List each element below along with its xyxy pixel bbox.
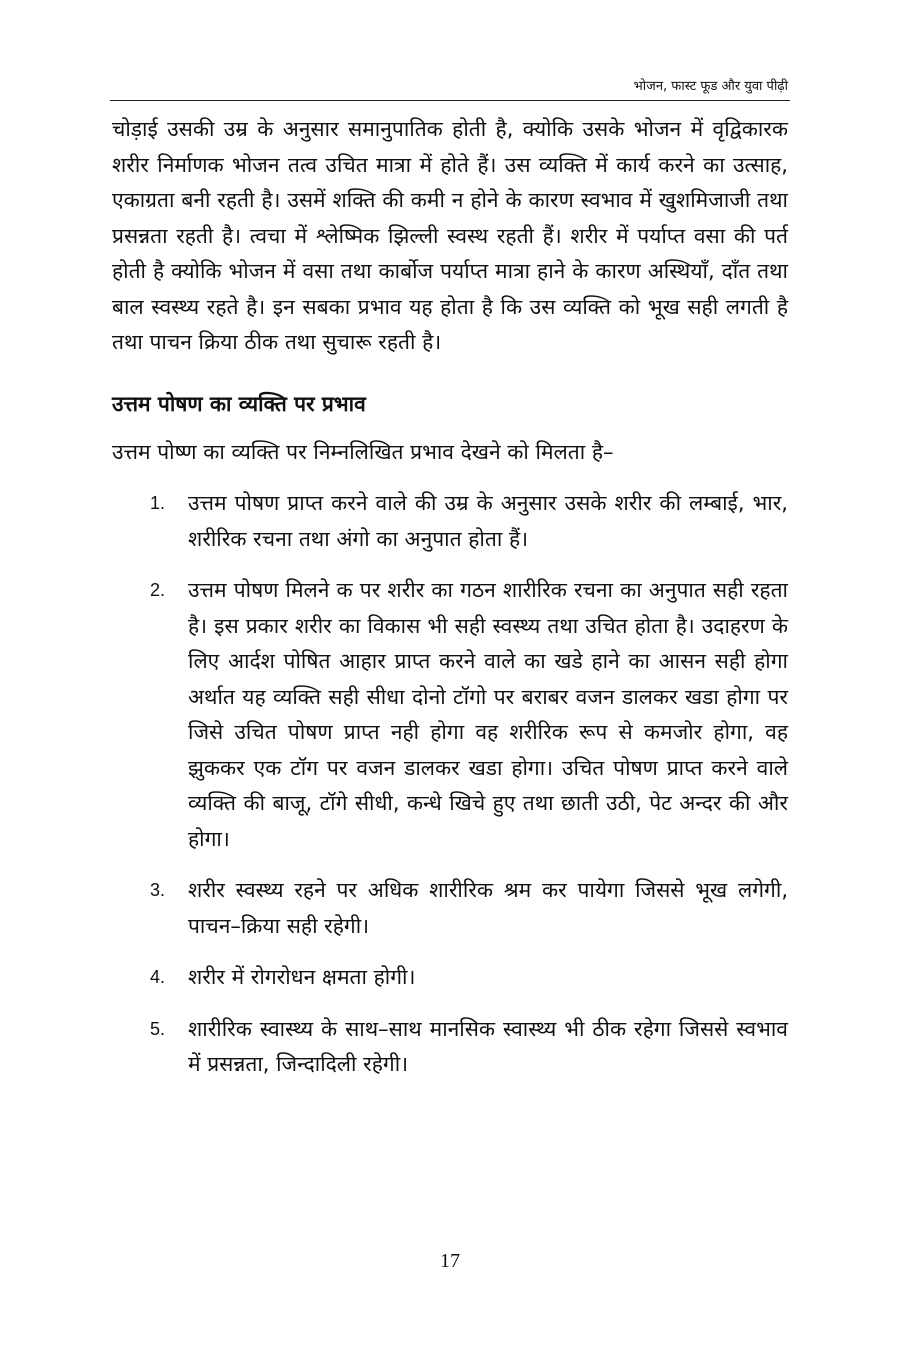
list-item — [112, 1012, 788, 1083]
list-item-text: शरीर स्वस्थ्य रहने पर अधिक शारीरिक श्रम कर पायेगा जिससे भूख लगेगी, पाचन–क्रिया सही रहेगी। — [188, 878, 788, 938]
page-number: 17 — [440, 1250, 460, 1272]
list-item-text: शरीर में रोगरोधन क्षमता होगी। — [188, 965, 416, 989]
list-item — [112, 960, 788, 996]
list-number: 2. — [150, 580, 166, 600]
list-item — [112, 573, 788, 857]
list-item-text: शारीरिक स्वास्थ्य के साथ–साथ मानसिक स्वास्थ्य भी ठीक रहेगा जिससे स्वभाव में प्रसन्नता, जिन्दादिली रहेगी। — [188, 1016, 788, 1076]
list-number: 5. — [150, 1018, 166, 1039]
list-item — [112, 486, 788, 557]
list-item — [112, 873, 788, 944]
running-header: भोजन, फास्ट फूड और युवा पीढ़ी — [633, 79, 788, 94]
list-number: 1. — [150, 493, 166, 513]
section-heading: उत्तम पोषण का व्यक्ति पर प्रभाव — [112, 391, 366, 416]
intro-paragraph: उत्तम पोष्ण का व्यक्ति पर निम्नलिखित प्रभाव देखने को मिलता है– — [112, 439, 614, 464]
page-content — [112, 112, 788, 1083]
list-item-text: उत्तम पोषण मिलने क पर शरीर का गठन शारीरिक रचना का अनुपात सही रहता है। इस प्रकार शरीर का विकास भी सही स्वस्थ्य तथा उचित होता है। उदाहरण के लिए आर्दश पोषित आहार प्राप्त करने वाले का खडे हाने का आसन सही होगा अर्थात यह व्यक्ति सही सीधा दोनो टॉगो पर बराबर वजन डालकर खडा होगा पर जिसे उचित पोषण प्राप्त नही होगा वह शरीरिक रूप से कमजोर होगा, वह झुककर एक टॉग पर वजन डालकर खडा होगा। उचित पोषण प्राप्त करने वाले व्यक्ति की बाजू, टॉगे सीधी, कन्धे खिचे हुए तथा छाती उठी, पेट अन्दर की और होगा। — [188, 578, 788, 851]
header-rule — [110, 100, 790, 101]
list-number: 4. — [150, 967, 166, 987]
list-item-text: उत्तम पोषण प्राप्त करने वाले की उम्र के अनुसार उसके शरीर की लम्बाई, भार, शरीरिक रचना तथा अंगो का अनुपात होता हैं। — [188, 491, 788, 551]
effects-list — [112, 486, 788, 1083]
list-number: 3. — [150, 880, 166, 900]
body-paragraph: चोड़ाई उसकी उम्र के अनुसार समानुपातिक होती है, क्योकि उसके भोजन में वृद्विकारक शरीर निर्माणक भोजन तत्व उचित मात्रा में होते हैं। उस व्यक्ति में कार्य करने का उत्साह, एकाग्रता बनी रहती है। उसमें शक्ति की कमी न होने के कारण स्वभाव में खुशमिजाजी तथा प्रसन्नता रहती है। त्वचा में श्लेष्मिक झिल्ली स्वस्थ रहती हैं। शरीर में पर्याप्त वसा की पर्त होती है क्योकि भोजन में वसा तथा कार्बोज पर्याप्त मात्रा हाने के कारण अस्थियॉं, दॉंत तथा बाल स्वस्थ्य रहते है। इन सबका प्रभाव यह होता है कि उस व्यक्ति को भूख सही लगती है तथा पाचन क्रिया ठीक तथा सुचारू रहती है। — [112, 117, 788, 354]
